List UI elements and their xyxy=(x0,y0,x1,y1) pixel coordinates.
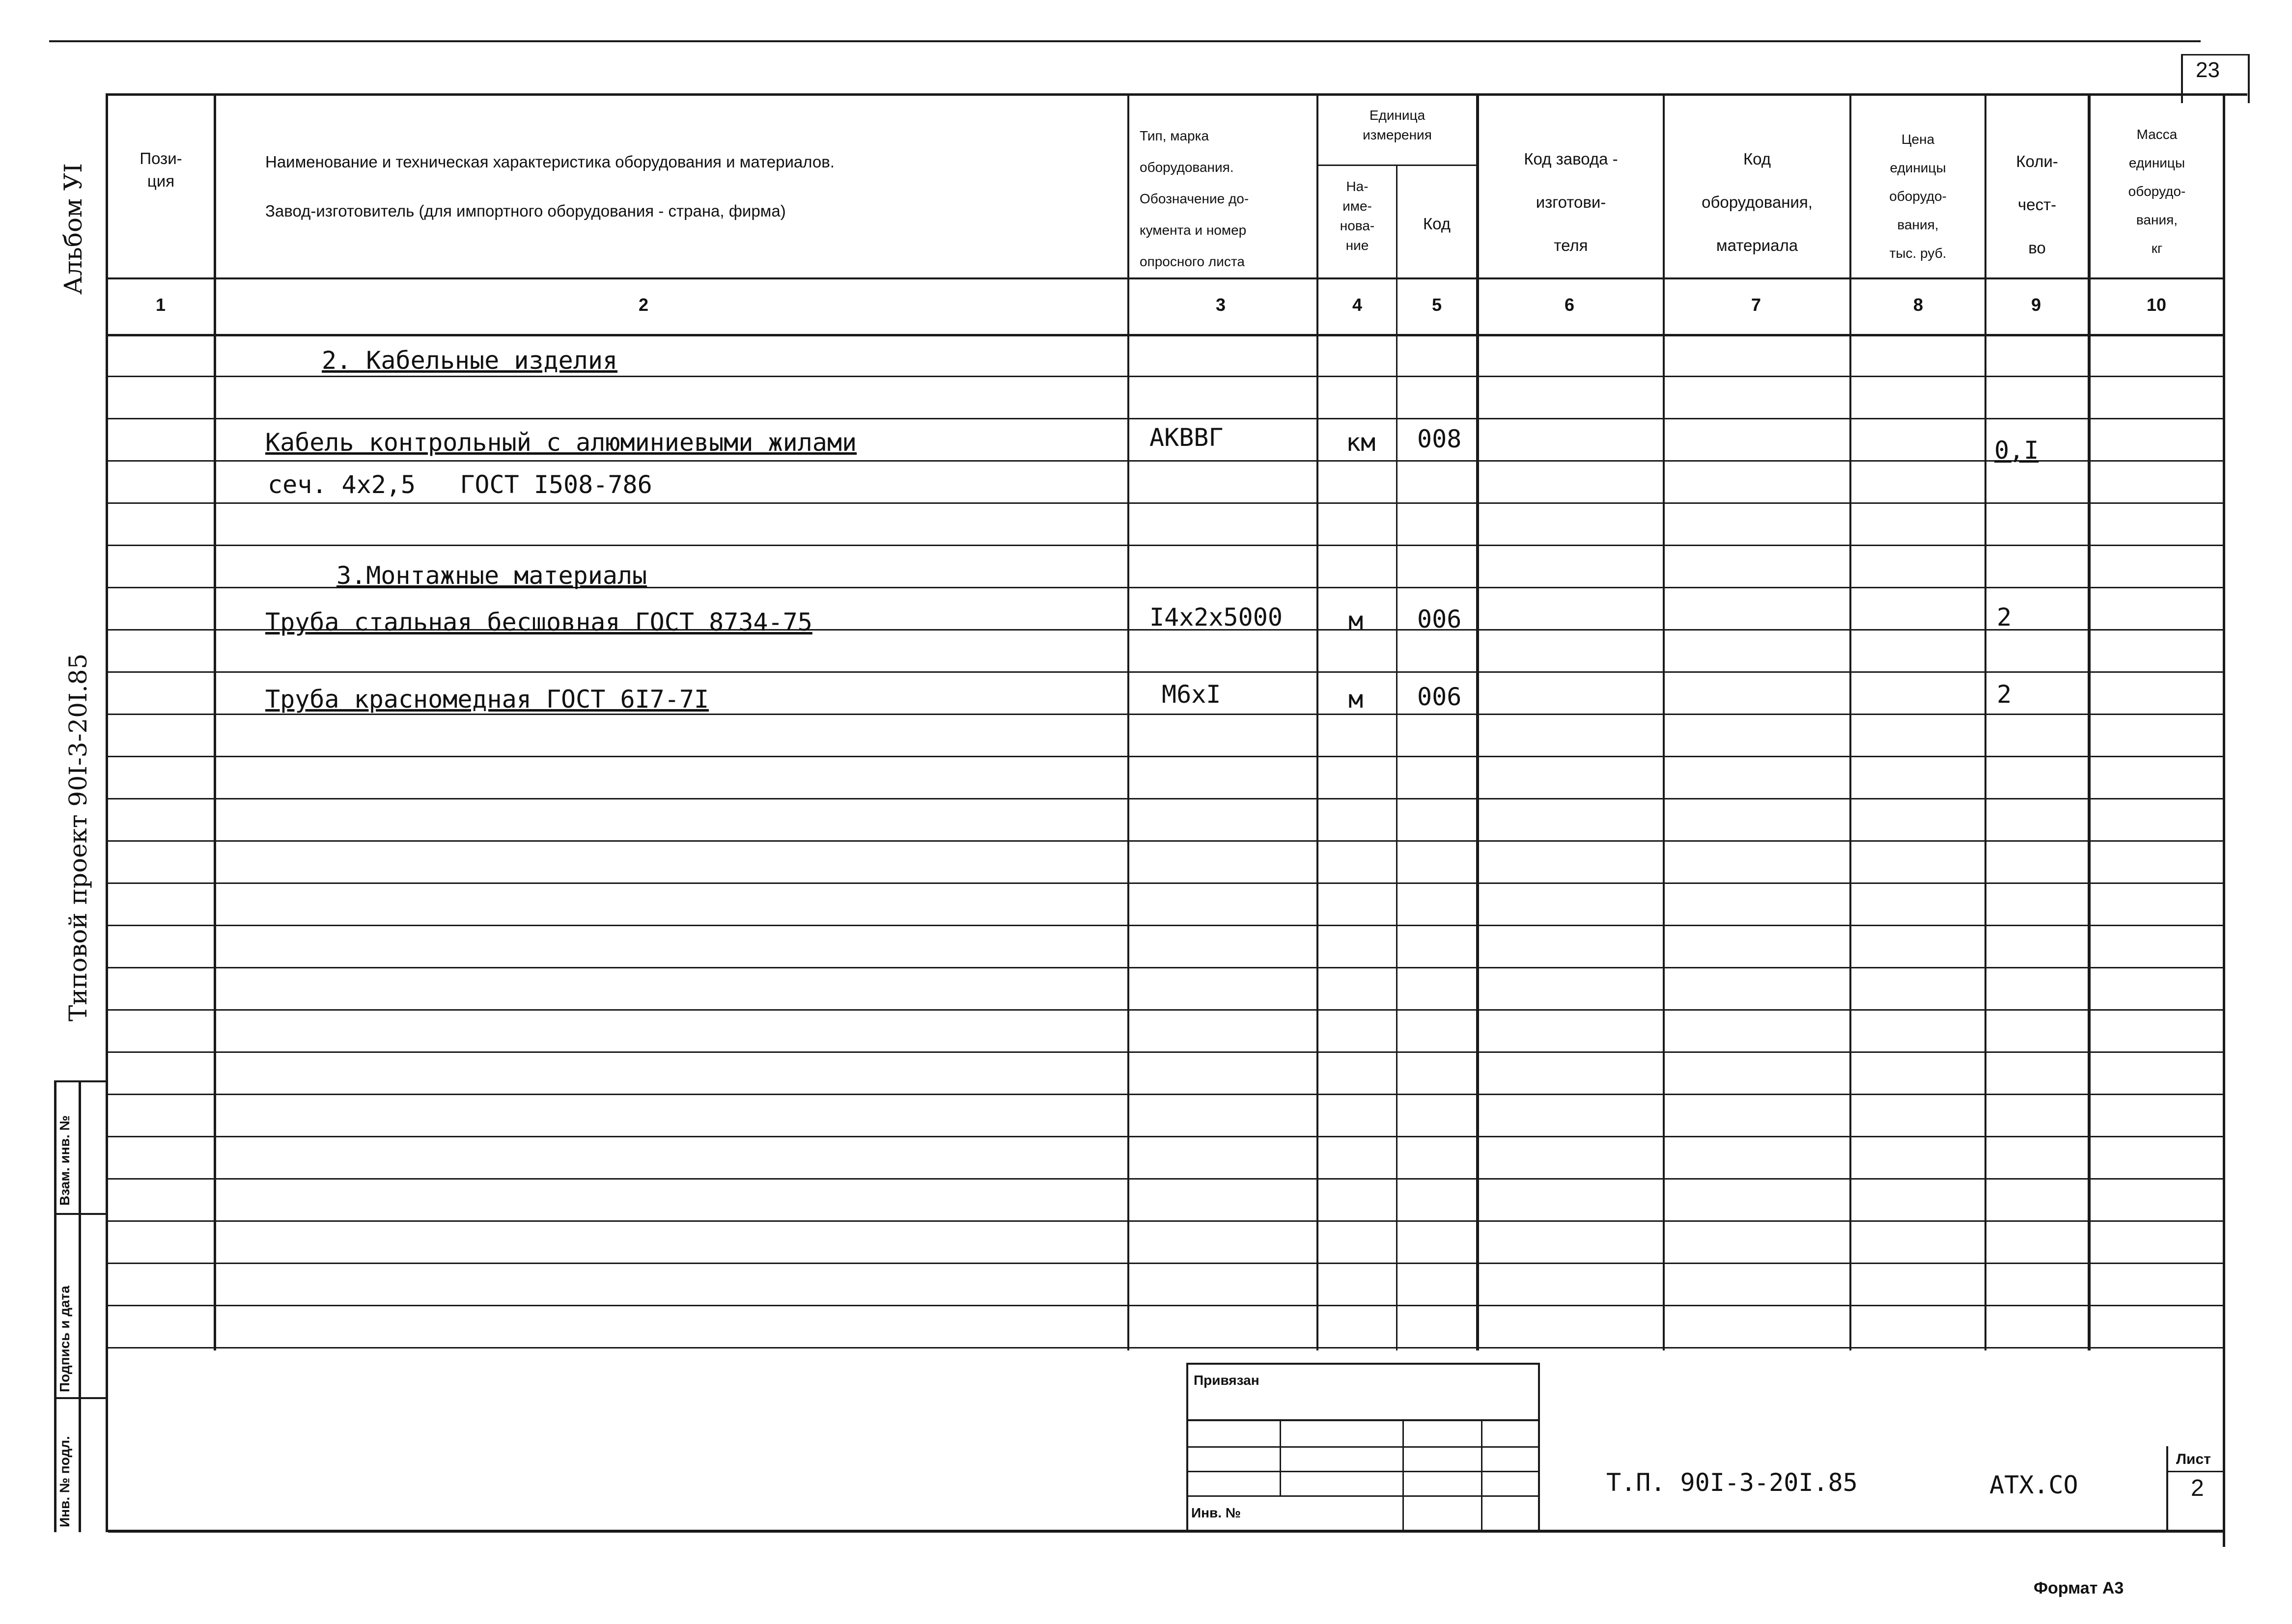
item-steel-pipe-name: Труба стальная бесшовная ГОСТ 8734-75 xyxy=(265,608,812,636)
header-price: Цена единицы оборудо- вания, тыс. руб. xyxy=(1889,132,1947,261)
col-number-10: 10 xyxy=(2146,295,2167,315)
section-mounting-materials: 3.Монтажные материалы xyxy=(336,561,647,590)
sheet-corner-number: 23 xyxy=(2196,58,2220,82)
header-name: Наименование и техническая характеристика оборудования и материалов. Завод-изготовитель (для импортного оборудования - страна, фирма) xyxy=(265,153,835,220)
item-cable-code: 008 xyxy=(1417,425,1462,453)
header-quantity: Коли- чест- во xyxy=(2016,152,2058,257)
row-rule xyxy=(108,756,2223,757)
side-inv-podl: Инв. № подл. xyxy=(57,1436,72,1527)
row-rule xyxy=(108,840,2223,842)
item-cable-type: АКВВГ xyxy=(1149,423,1224,452)
row-rule xyxy=(108,1305,2223,1306)
item-steel-pipe-unit: м xyxy=(1348,606,1364,635)
row-rule xyxy=(108,418,2223,419)
row-rule xyxy=(108,1347,2223,1349)
side-podpis-data: Подпись и дата xyxy=(57,1286,72,1392)
col-number-5: 5 xyxy=(1431,295,1442,315)
item-steel-pipe-qty: 2 xyxy=(1997,603,2012,632)
col-number-8: 8 xyxy=(1913,295,1924,315)
header-mass: Масса единицы оборудо- вания, кг xyxy=(2128,127,2186,256)
side-project: Типовой проект 90I-3-20I.85 xyxy=(64,653,92,1021)
col-number-2: 2 xyxy=(638,295,649,315)
header-position: Пози- ция xyxy=(140,149,182,190)
format-label: Формат А3 xyxy=(2034,1579,2124,1597)
col-number-6: 6 xyxy=(1564,295,1575,315)
row-rule xyxy=(108,925,2223,926)
col-number-7: 7 xyxy=(1751,295,1761,315)
header-factory-code: Код завода - изготови- теля xyxy=(1524,150,1618,254)
item-steel-pipe-type: I4х2х5000 xyxy=(1149,603,1283,632)
row-rule xyxy=(108,460,2223,462)
item-steel-pipe-code: 006 xyxy=(1417,605,1462,633)
stamp-inv-no: Инв. № xyxy=(1191,1505,1241,1520)
row-rule xyxy=(108,671,2223,673)
row-rule xyxy=(108,376,2223,377)
stamp-doc-code: АТХ.СО xyxy=(1989,1471,2078,1499)
header-unit: Единица измерения xyxy=(1363,108,1432,142)
item-copper-pipe-code: 006 xyxy=(1417,683,1462,711)
side-vzam-inv: Взам. инв. № xyxy=(57,1115,72,1206)
col-number-1: 1 xyxy=(155,295,166,315)
side-album: Альбом УI xyxy=(59,163,87,295)
item-cable-qty: 0,I xyxy=(1994,436,2039,465)
row-rule xyxy=(108,545,2223,546)
row-rule xyxy=(108,1051,2223,1053)
stamp-designation: Т.П. 90I-3-20I.85 xyxy=(1606,1468,1858,1497)
row-rule xyxy=(108,1220,2223,1222)
stamp-privyazan: Привязан xyxy=(1194,1373,1259,1388)
header-type: Тип, марка оборудования. Обозначение до- кумента и номер опросного листа xyxy=(1140,128,1249,269)
item-copper-pipe-qty: 2 xyxy=(1997,680,2012,709)
item-cable-section: сеч. 4х2,5 ГОСТ I508-786 xyxy=(268,470,652,499)
row-rule xyxy=(108,798,2223,799)
header-equipment-code: Код оборудования, материала xyxy=(1702,150,1813,254)
row-rule xyxy=(108,502,2223,504)
row-rule xyxy=(108,1178,2223,1180)
row-rule xyxy=(108,1094,2223,1095)
row-rule xyxy=(108,967,2223,968)
header-unit-code: Код xyxy=(1423,215,1451,233)
col-number-3: 3 xyxy=(1215,295,1226,315)
item-cable-name: Кабель контрольный с алюминиевыми жилами xyxy=(265,428,857,457)
row-rule xyxy=(108,1136,2223,1137)
header-unit-name: На- име- нова- ние xyxy=(1340,179,1375,253)
row-rule xyxy=(108,1009,2223,1011)
stamp-sheet-number: 2 xyxy=(2191,1475,2204,1501)
stamp-sheet-label: Лист xyxy=(2176,1451,2211,1467)
section-cable-products: 2. Кабельные изделия xyxy=(322,346,618,375)
col-number-9: 9 xyxy=(2031,295,2041,315)
row-rule xyxy=(108,1263,2223,1264)
item-copper-pipe-type: М6хI xyxy=(1162,680,1221,709)
col-number-4: 4 xyxy=(1352,295,1363,315)
item-copper-pipe-unit: м xyxy=(1348,685,1364,714)
item-copper-pipe-name: Труба красномедная ГОСТ 6I7-7I xyxy=(265,685,709,714)
row-rule xyxy=(108,714,2223,715)
row-rule xyxy=(108,882,2223,884)
item-cable-unit: км xyxy=(1346,428,1376,457)
